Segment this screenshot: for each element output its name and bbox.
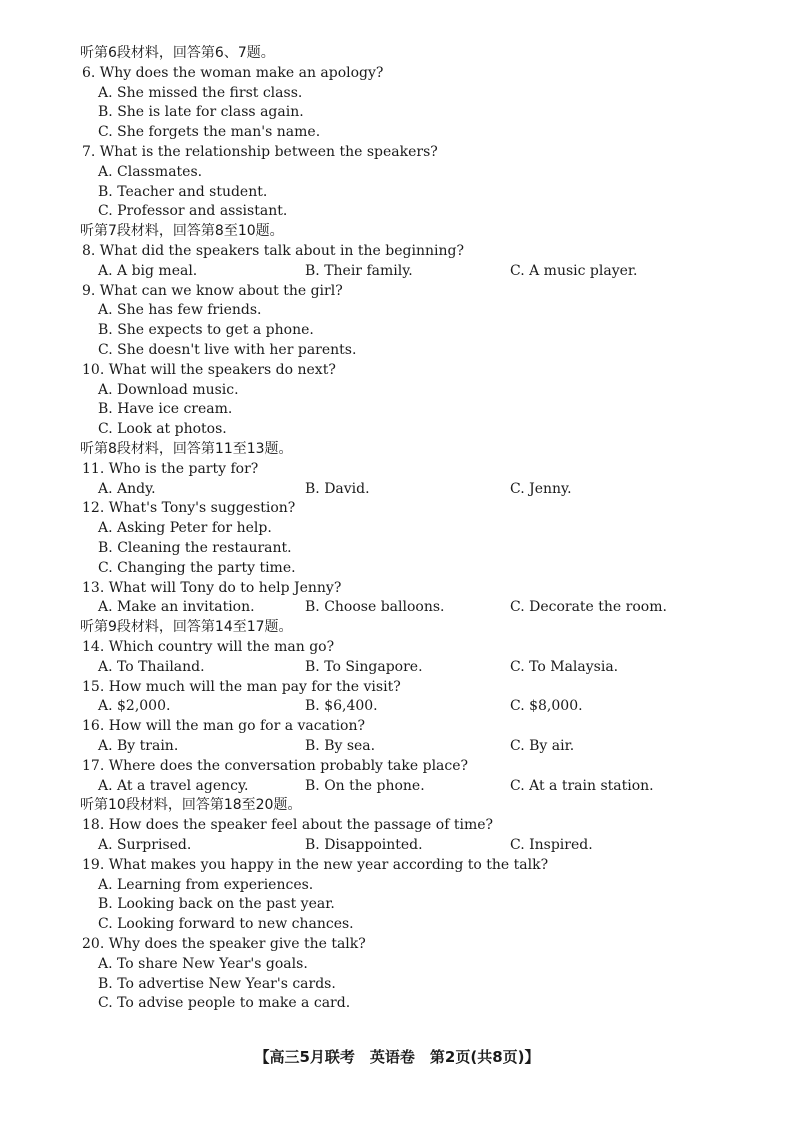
answer-option: B. To advertise New Year's cards.: [98, 975, 336, 992]
answer-option: B. On the phone.: [305, 777, 425, 794]
section-header: 听第7段材料，回答第8至10题。: [80, 223, 284, 240]
answer-option: C. To advise people to make a card.: [98, 995, 351, 1012]
question-text: 16. How will the man go for a vacation?: [82, 718, 366, 735]
question-text: 10. What will the speakers do next?: [82, 361, 336, 378]
answer-option: A. Learning from experiences.: [98, 876, 314, 893]
answer-option: C. Changing the party time.: [98, 559, 296, 576]
answer-option: B. Cleaning the restaurant.: [98, 540, 292, 556]
question-text: 20. Why does the speaker give the talk?: [82, 936, 366, 952]
answer-option: C. At a train station.: [510, 777, 654, 794]
question-text: 6. Why does the woman make an apology?: [82, 64, 384, 81]
answer-option: C. $8,000.: [510, 698, 583, 715]
answer-option: A. At a travel agency.: [98, 777, 249, 794]
answer-option: C. A music player.: [510, 262, 638, 279]
answer-option: C. Inspired.: [510, 837, 593, 853]
answer-option: C. Professor and assistant.: [98, 203, 288, 220]
answer-option: C. To Malaysia.: [510, 658, 619, 675]
section-header: 听第6段材料，回答第6、7题。: [80, 45, 275, 61]
answer-option: B. She expects to get a phone.: [98, 322, 314, 339]
answer-option: B. By sea.: [305, 738, 376, 754]
question-text: 9. What can we know about the girl?: [82, 282, 343, 299]
page-footer: 【高三5月联考 英语卷 第2页(共8页)】: [254, 1048, 540, 1066]
section-header: 听第9段材料，回答第14至17题。: [80, 619, 293, 636]
answer-option: C. Jenny.: [510, 480, 572, 497]
answer-option: B. She is late for class again.: [98, 104, 304, 121]
question-text: 19. What makes you happy in the new year according to the talk?: [82, 856, 549, 873]
answer-option: A. To Thailand.: [98, 658, 205, 675]
answer-option: A. To share New Year's goals.: [98, 955, 308, 972]
answer-option: A. $2,000.: [98, 698, 171, 715]
answer-option: C. She forgets the man's name.: [98, 124, 321, 141]
question-text: 14. Which country will the man go?: [82, 639, 335, 655]
question-text: 18. How does the speaker feel about the passage of time?: [82, 817, 494, 834]
answer-option: A. Andy.: [98, 480, 156, 497]
question-text: 13. What will Tony do to help Jenny?: [82, 579, 342, 596]
answer-option: C. Looking forward to new chances.: [98, 916, 354, 933]
answer-option: C. She doesn't live with her parents.: [98, 342, 357, 358]
answer-option: A. By train.: [98, 738, 179, 754]
question-text: 11. Who is the party for?: [82, 460, 259, 477]
question-text: 8. What did the speakers talk about in the beginning?: [82, 243, 464, 259]
answer-option: B. Their family.: [305, 262, 413, 279]
answer-option: A. Classmates.: [98, 163, 203, 180]
answer-option: B. Looking back on the past year.: [98, 896, 335, 913]
answer-option: C. Look at photos.: [98, 421, 227, 438]
answer-option: A. She has few friends.: [98, 302, 262, 319]
answer-option: C. Decorate the room.: [510, 599, 667, 616]
answer-option: A. Asking Peter for help.: [98, 520, 272, 537]
answer-option: A. She missed the first class.: [98, 84, 303, 101]
question-text: 7. What is the relationship between the speakers?: [82, 144, 438, 160]
answer-option: B. Teacher and student.: [98, 183, 268, 200]
section-header: 听第10段材料，回答第18至20题。: [80, 797, 302, 814]
answer-option: A. Surprised.: [98, 837, 192, 853]
answer-option: A. Download music.: [98, 381, 239, 398]
answer-option: B. To Singapore.: [305, 658, 423, 675]
answer-option: B. Disappointed.: [305, 837, 423, 853]
answer-option: B. $6,400.: [305, 698, 378, 715]
answer-option: A. Make an invitation.: [98, 599, 255, 616]
answer-option: B. Have ice cream.: [98, 401, 233, 418]
answer-option: B. Choose balloons.: [305, 599, 445, 616]
answer-option: A. A big meal.: [98, 262, 198, 279]
answer-option: B. David.: [305, 480, 370, 497]
answer-option: C. By air.: [510, 738, 575, 754]
section-header: 听第8段材料，回答第11至13题。: [80, 441, 293, 457]
question-text: 12. What's Tony's suggestion?: [82, 500, 296, 517]
question-text: 15. How much will the man pay for the visit?: [82, 678, 401, 695]
question-text: 17. Where does the conversation probably take place?: [82, 757, 469, 774]
